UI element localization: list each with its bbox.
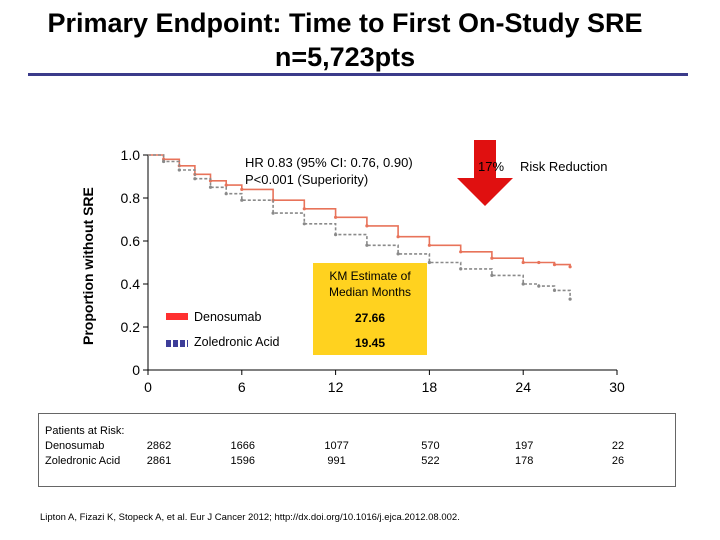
data-point-denosumab xyxy=(365,224,368,227)
y-tick-label: 0 xyxy=(132,362,140,378)
data-point-zoledronic xyxy=(178,168,181,171)
risk-row-label: Zoledronic Acid xyxy=(45,455,121,467)
data-point-zoledronic xyxy=(397,252,400,255)
km-median-zoledronic: 19.45 xyxy=(354,336,386,350)
hr-text: HR 0.83 (95% CI: 0.76, 0.90) xyxy=(245,155,413,170)
risk-cell: 991 xyxy=(327,455,346,467)
data-point-denosumab xyxy=(225,184,228,187)
km-median-box xyxy=(313,263,427,355)
data-point-zoledronic xyxy=(193,177,196,180)
y-tick-label: 0.6 xyxy=(120,233,140,249)
legend-swatch-denosumab xyxy=(166,313,188,320)
data-point-denosumab xyxy=(553,263,556,266)
citation: Lipton A, Fizazi K, Stopeck A, et al. Eur J Cancer 2012; http://dx.doi.org/10.1016/j.ejca.2012.08.002. xyxy=(40,512,460,523)
data-point-denosumab xyxy=(569,265,572,268)
data-point-denosumab xyxy=(537,261,540,264)
km-title-line2: Median Months xyxy=(328,285,412,299)
risk-cell: 22 xyxy=(611,440,625,452)
data-point-zoledronic xyxy=(537,285,540,288)
data-point-zoledronic xyxy=(240,199,243,202)
km-title-line1: KM Estimate of xyxy=(329,269,411,283)
legend-label-zoledronic: Zoledronic Acid xyxy=(194,335,280,349)
risk-cell: 2861 xyxy=(146,455,172,467)
data-point-zoledronic xyxy=(569,298,572,301)
y-tick-label: 1.0 xyxy=(120,147,140,163)
data-point-denosumab xyxy=(428,244,431,247)
legend-swatch-zoledronic xyxy=(166,340,188,347)
data-point-zoledronic xyxy=(272,212,275,215)
risk-cell: 570 xyxy=(421,440,440,452)
x-tick-label: 30 xyxy=(609,379,625,395)
risk-cell: 2862 xyxy=(146,440,172,452)
y-tick-label: 0.8 xyxy=(120,190,140,206)
data-point-zoledronic xyxy=(209,186,212,189)
risk-cell: 1666 xyxy=(230,440,256,452)
risk-cell: 26 xyxy=(611,455,625,467)
y-tick-label: 0.2 xyxy=(120,319,140,335)
data-point-zoledronic xyxy=(522,282,525,285)
risk-cell: 522 xyxy=(421,455,440,467)
risk-cell: 197 xyxy=(515,440,534,452)
y-tick-label: 0.4 xyxy=(120,276,140,292)
data-point-denosumab xyxy=(522,261,525,264)
data-point-zoledronic xyxy=(428,261,431,264)
reduction-percent: 17% xyxy=(478,159,505,174)
reduction-label: Risk Reduction xyxy=(520,159,608,174)
x-tick-label: 24 xyxy=(515,379,531,395)
data-point-denosumab xyxy=(334,216,337,219)
x-tick-label: 12 xyxy=(327,379,344,395)
risk-table-header: Patients at Risk: xyxy=(45,425,125,437)
slide-title: Primary Endpoint: Time to First On-Study SRE xyxy=(47,8,643,38)
risk-cell: 178 xyxy=(515,455,534,467)
data-point-denosumab xyxy=(240,188,243,191)
slide-subtitle: n=5,723pts xyxy=(274,42,416,72)
data-point-zoledronic xyxy=(225,192,228,195)
data-point-zoledronic xyxy=(459,267,462,270)
y-axis-label: Proportion without SRE xyxy=(80,187,96,345)
data-point-denosumab xyxy=(303,207,306,210)
data-point-zoledronic xyxy=(553,289,556,292)
data-point-denosumab xyxy=(459,250,462,253)
legend-label-denosumab: Denosumab xyxy=(194,310,262,324)
data-point-denosumab xyxy=(397,235,400,238)
risk-cell: 1077 xyxy=(324,440,349,452)
x-tick-label: 0 xyxy=(144,379,152,395)
km-median-denosumab: 27.66 xyxy=(354,311,386,325)
risk-row-label: Denosumab xyxy=(45,440,105,452)
x-tick-label: 18 xyxy=(421,379,438,395)
patients-at-risk-table xyxy=(38,413,676,487)
data-point-zoledronic xyxy=(365,244,368,247)
x-tick-label: 6 xyxy=(237,379,246,395)
data-point-zoledronic xyxy=(303,222,306,225)
data-point-zoledronic xyxy=(490,274,493,277)
risk-cell: 1596 xyxy=(230,455,256,467)
arrow-head xyxy=(457,178,513,206)
p-value-text: P<0.001 (Superiority) xyxy=(245,172,369,187)
data-point-denosumab xyxy=(490,257,493,260)
data-point-zoledronic xyxy=(334,233,337,236)
data-point-zoledronic xyxy=(162,160,165,163)
